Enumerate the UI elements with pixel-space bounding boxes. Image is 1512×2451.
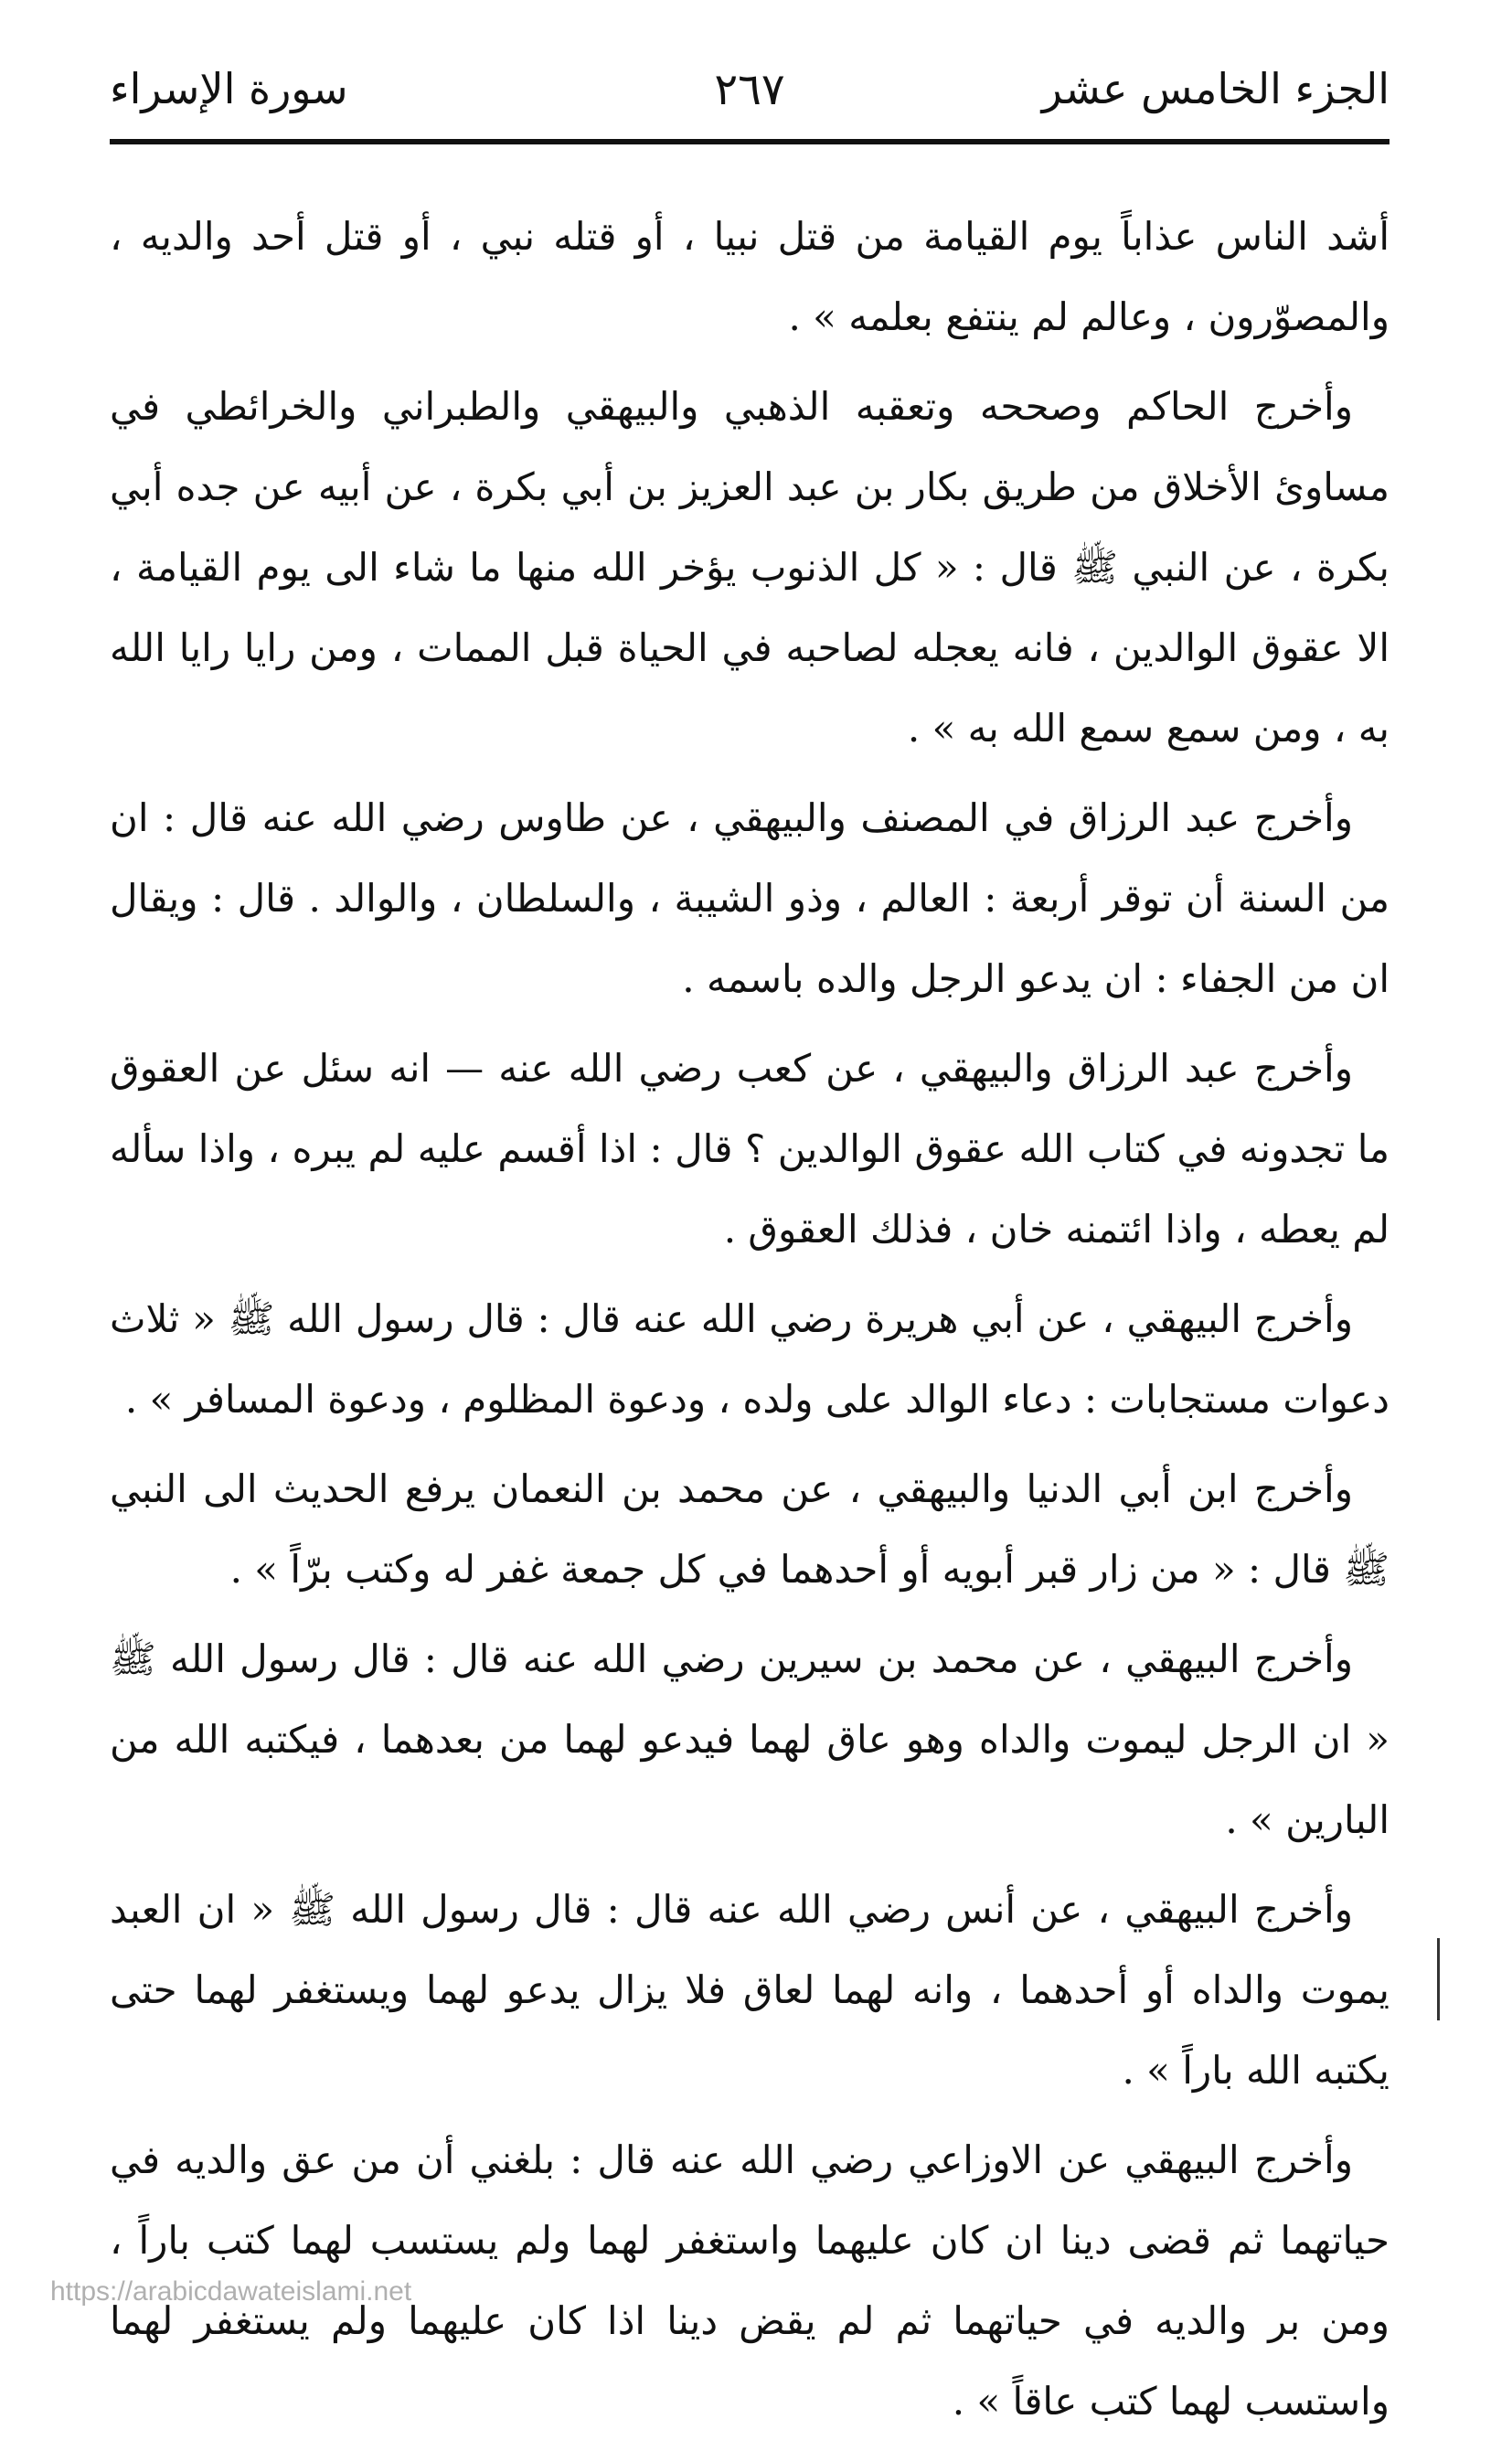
page-number: ٢٦٧ — [714, 64, 785, 115]
margin-mark — [1437, 1938, 1440, 2020]
paragraph: وأخرج عبد الرزاق في المصنف والبيهقي ، عن طاوس رضي الله عنه قال : ان من السنة أن توقر أربعة : العالم ، وذو الشيبة ، والسلطان ، والوالد . قال : ويقال ان من الجفاء : ان يدعو الرجل والده باسمه . — [110, 795, 1390, 1001]
page-body — [110, 197, 1390, 2451]
paragraph: أشد الناس عذاباً يوم القيامة من قتل نبيا ، أو قتله نبي ، أو قتل أحد والديه ، والمصوّرون ، وعالم لم ينتفع بعلمه » . — [110, 214, 1390, 339]
part-title: الجزء الخامس عشر — [1041, 64, 1390, 113]
paragraph: وأخرج عبد الرزاق والبيهقي ، عن كعب رضي الله عنه — انه سئل عن العقوق ما تجدونه في كتاب الله عقوق الوالدين ؟ قال : اذا أقسم عليه لم يبره ، واذا سأله لم يعطه ، واذا ائتمنه خان ، فذلك العقوق . — [110, 1046, 1390, 1252]
surah-title: سورة الإسراء — [110, 64, 348, 113]
paragraph: وأخرج ابن أبي الدنيا والبيهقي ، عن محمد بن النعمان يرفع الحديث الى النبي ﷺ قال : « من زار قبر أبويه أو أحدهما في كل جمعة غفر له وكتب برّاً » . — [110, 1466, 1390, 1592]
paragraph: وأخرج الحاكم وصححه وتعقبه الذهبي والبيهقي والطبراني والخرائطي في مساوئ الأخلاق من طريق بكار بن عبد العزيز بن أبي بكرة ، عن أبيه عن جده أبي بكرة ، عن النبي ﷺ قال : « كل الذنوب يؤخر الله منها ما شاء الى يوم القيامة ، الا عقوق الوالدين ، فانه يعجله لصاحبه في الحياة قبل الممات ، ومن رايا رايا الله به ، ومن سمع سمع الله به » . — [110, 384, 1390, 751]
watermark-url: https://arabicdawateislami.net — [50, 2276, 412, 2307]
paragraph: وأخرج البيهقي ، عن أنس رضي الله عنه قال : قال رسول الله ﷺ « ان العبد يموت والداه أو أحدهما ، وانه لهما لعاق فلا يزال يدعو لهما ويستغفر لهما حتى يكتبه الله باراً » . — [110, 1887, 1390, 2093]
paragraph: وأخرج البيهقي ، عن أبي هريرة رضي الله عنه قال : قال رسول الله ﷺ « ثلاث دعوات مستجابات : دعاء الوالد على ولده ، ودعوة المظلوم ، ودعوة المسافر » . — [110, 1296, 1390, 1422]
header-divider — [110, 139, 1390, 144]
page-header — [110, 55, 1390, 137]
paragraph: وأخرج البيهقي ، عن محمد بن سيرين رضي الله عنه قال : قال رسول الله ﷺ « ان الرجل ليموت والداه وهو عاق لهما فيدعو لهما من بعدهما ، فيكتبه الله من البارين » . — [110, 1636, 1390, 1842]
paragraph: وأخرج البيهقي عن الاوزاعي رضي الله عنه قال : بلغني أن من عق والديه في حياتهما ثم قضى دينا ان كان عليهما واستغفر لهما ولم يستسب لهما كتب باراً ، ومن بر والديه في حياتهما ثم لم يقض دينا اذا كان عليهما ولم يستغفر لهما واستسب لهما كتب عاقاً » . — [110, 2137, 1390, 2424]
